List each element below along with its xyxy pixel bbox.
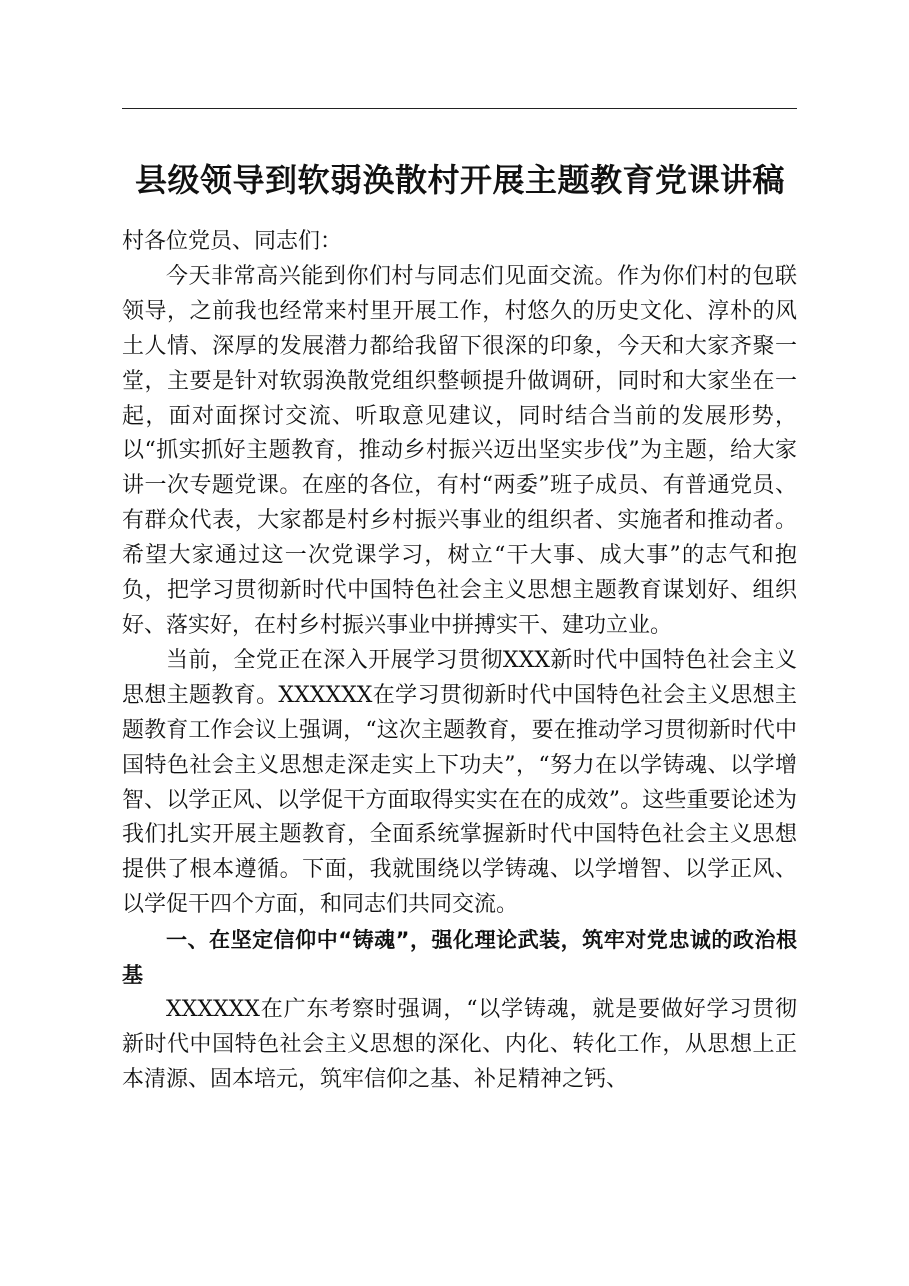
document-title: 县级领导到软弱涣散村开展主题教育党课讲稿 (134, 161, 785, 199)
header-rule (122, 108, 797, 109)
section-heading-1: 一、在坚定信仰中“铸魂”，强化理论武装，筑牢对党忠诚的政治根基 (122, 928, 797, 988)
paragraph-intro: 今天非常高兴能到你们村与同志们见面交流。作为你们村的包联领导，之前我也经常来村里开展工作，村悠久的历史文化、淳朴的风土人情、深厚的发展潜力都给我留下很深的印象，今天和大家齐聚一堂，主要是针对软弱涣散党组织整顿提升做调研，同时和大家坐在一起，面对面探讨交流、听取意见建议，同时结合当前的发展形势，以“抓实抓好主题教育，推动乡村振兴迈出坚实步伐”为主题，给大家讲一次专题党课。在座的各位，有村“两委”班子成员、有普通党员、有群众代表，大家都是村乡村振兴事业的组织者、实施者和推动者。希望大家通过这一次党课学习，树立“干大事、成大事”的志气和抱负，把学习贯彻新时代中国特色社会主义思想主题教育谋划好、组织好、落实好，在村乡村振兴事业中拼搏实干、建功立业。 (122, 263, 797, 638)
salutation: 村各位党员、同志们： (122, 229, 343, 254)
paragraph-context: 当前，全党正在深入开展学习贯彻XXX新时代中国特色社会主义思想主题教育。XXXXXX在学习贯彻新时代中国特色社会主义思想主题教育工作会议上强调，“这次主题教育，要在推动学习贯彻新时代中国特色社会主义思想走深走实上下功夫”，“努力在以学铸魂、以学增智、以学正风、以学促干方面取得实实在在的成效”。这些重要论述为我们扎实开展主题教育，全面系统掌握新时代中国特色社会主义思想提供了根本遵循。下面，我就围绕以学铸魂、以学增智、以学正风、以学促干四个方面，和同志们共同交流。 (122, 647, 797, 918)
paragraph-section-1: XXXXXX在广东考察时强调，“以学铸魂，就是要做好学习贯彻新时代中国特色社会主义思想的深化、内化、转化工作，从思想上正本清源、固本培元，筑牢信仰之基、补足精神之钙、 (122, 996, 797, 1092)
document-body (122, 225, 797, 1098)
